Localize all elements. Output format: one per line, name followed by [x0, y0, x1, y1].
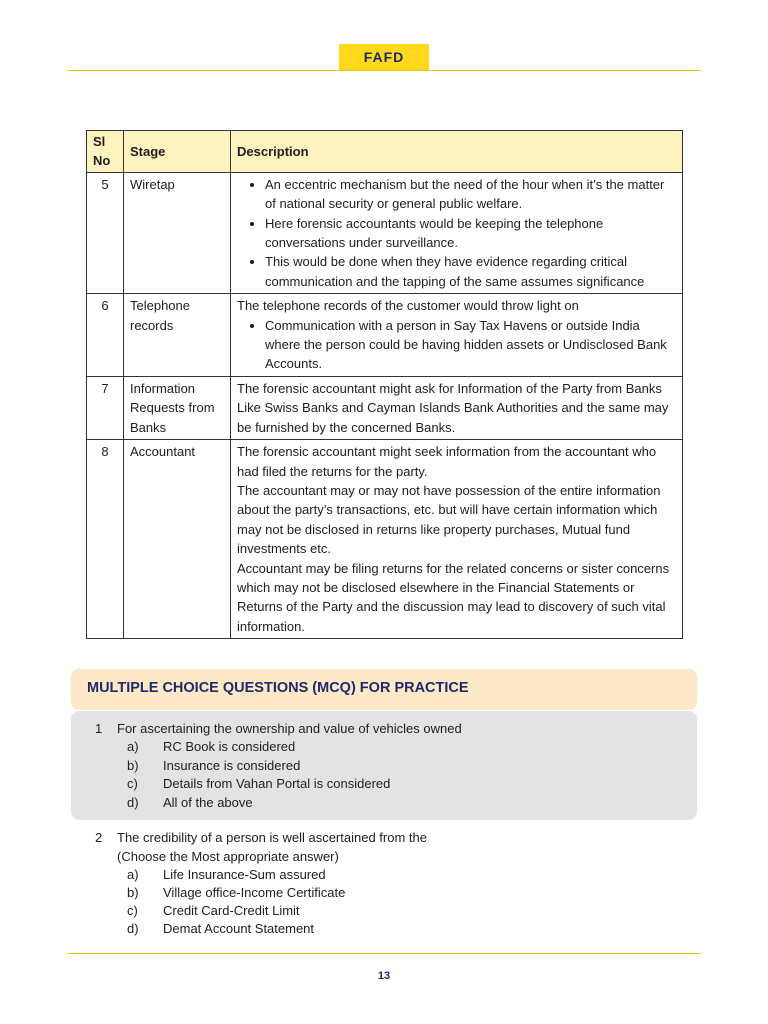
option-text: RC Book is considered: [163, 739, 296, 754]
stages-table: [86, 130, 683, 639]
header-badge: FAFD: [339, 44, 429, 70]
col-header-sl-no: Sl No: [87, 131, 124, 173]
option-label: c): [127, 902, 138, 918]
header-divider: [68, 70, 701, 71]
description-paragraph: The accountant may or may not have possession of the entire information about the party’s transactions, etc. but will have certain information which may not be disclosed in returns like property purchases, Mutual fund investments etc.: [237, 482, 661, 557]
option-label: a): [127, 866, 139, 882]
bullet-list: [237, 175, 676, 291]
col-header-stage: Stage: [124, 131, 231, 173]
table-row: [87, 172, 683, 293]
row-stage: Accountant: [124, 440, 231, 639]
mcq-banner: [71, 669, 697, 710]
option-label: d): [127, 920, 139, 936]
mcq-title: MULTIPLE CHOICE QUESTIONS (MCQ) FOR PRACTICE: [87, 680, 469, 696]
col-header-description: Description: [231, 131, 683, 173]
question-text-line-2: (Choose the Most appropriate answer): [117, 848, 339, 864]
row-description: [231, 294, 683, 377]
option-text: Credit Card-Credit Limit: [163, 902, 300, 918]
description-intro: The telephone records of the customer would throw light on: [237, 298, 579, 314]
option-label: a): [127, 739, 139, 754]
row-stage: Telephone records: [124, 294, 231, 377]
row-description: [231, 376, 683, 439]
footer-divider: [68, 953, 701, 954]
description-paragraph: The forensic accountant might seek information from the accountant who had filed the returns for the party.: [237, 444, 657, 479]
option-text: Village office-Income Certificate: [163, 884, 346, 900]
question-text: For ascertaining the ownership and value of vehicles owned: [117, 721, 462, 736]
page-number: 13: [377, 970, 391, 982]
question-number: 1: [95, 721, 103, 736]
option-text: Insurance is considered: [163, 757, 301, 773]
table-row: [87, 440, 683, 639]
option-label: d): [127, 794, 139, 810]
option-text: Life Insurance-Sum assured: [163, 866, 326, 882]
question-number: 2: [95, 830, 103, 845]
option-label: b): [127, 757, 139, 773]
option-text: Details from Vahan Portal is considered: [163, 776, 391, 791]
row-stage: Information Requests from Banks: [124, 376, 231, 439]
table-row: [87, 376, 683, 439]
row-description: [231, 172, 683, 293]
description-paragraph: The forensic accountant might ask for Information of the Party from Banks Like Swiss Banks and Cayman Islands Bank Authorities and the same may be furnished by the concerned Banks.: [237, 380, 669, 435]
row-number: 8: [87, 440, 124, 639]
option-text: Demat Account Statement: [163, 920, 315, 936]
bullet-item: • An eccentric mechanism but the need of the hour when it’s the matter of national security or general public welfare.: [265, 175, 676, 214]
table-row: [87, 294, 683, 377]
bullet-item: • Communication with a person in Say Tax Havens or outside India where the person could be having hidden assets or Undisclosed Bank Accounts.: [265, 316, 676, 374]
row-stage: Wiretap: [124, 172, 231, 293]
question-text: The credibility of a person is well ascertained from the: [117, 830, 427, 845]
bullet-list: [237, 316, 676, 374]
table-header-row: [87, 131, 683, 173]
row-number: 5: [87, 172, 124, 293]
description-paragraph: Accountant may be filing returns for the related concerns or sister concerns which may not be disclosed elsewhere in the Financial Statements or Returns of the Party and the discussion may lead to discovery of such vital information.: [237, 560, 670, 634]
option-label: b): [127, 884, 139, 900]
bullet-item: • Here forensic accountants would be keeping the telephone conversations under surveillance.: [265, 214, 676, 253]
option-label: c): [127, 776, 138, 791]
bullet-item: • This would be done when they have evidence regarding critical communication and the tapping of the same assumes significance: [265, 252, 676, 291]
row-number: 7: [87, 376, 124, 439]
row-number: 6: [87, 294, 124, 377]
option-text: All of the above: [163, 794, 253, 810]
row-description: [231, 440, 683, 639]
